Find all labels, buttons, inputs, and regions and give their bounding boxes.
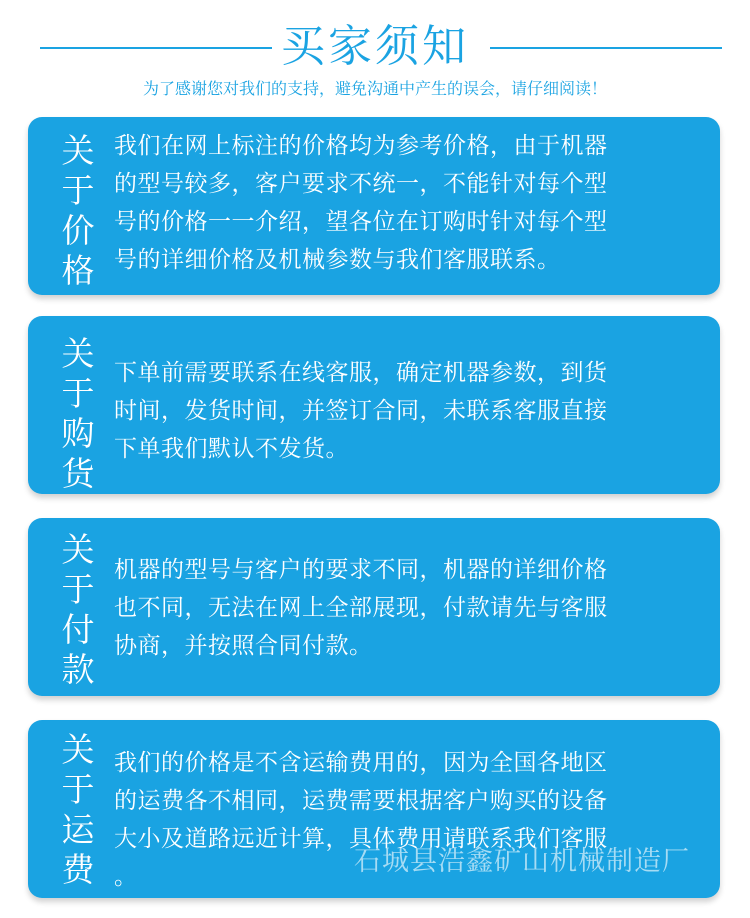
label-char: 运 bbox=[61, 810, 95, 849]
page-title: 买家须知 bbox=[281, 21, 469, 72]
notice-card-payment bbox=[28, 518, 720, 696]
card-text-payment: 机器的型号与客户的要求不同，机器的详细价格 也不同，无法在网上全部展现，付款请先与客服 协商，并按照合同付款。 bbox=[114, 557, 608, 659]
label-char: 关 bbox=[61, 334, 95, 373]
card-text-price: 我们在网上标注的价格均为参考价格，由于机器 的型号较多，客户要求不统一，不能针对每个型 号的价格一一介绍，望各位在订购时针对每个型 号的详细价格及机械参数与我们客服联系。 bbox=[114, 133, 608, 273]
label-char: 货 bbox=[61, 454, 95, 493]
notice-card-purchase bbox=[28, 316, 720, 494]
card-label-shipping bbox=[58, 730, 98, 890]
label-char: 关 bbox=[61, 730, 95, 769]
label-char: 付 bbox=[61, 610, 95, 649]
label-char: 关 bbox=[61, 530, 95, 569]
label-char: 费 bbox=[61, 850, 95, 889]
card-label-price bbox=[58, 131, 98, 291]
card-label-purchase bbox=[58, 334, 98, 494]
label-char: 于 bbox=[61, 570, 95, 609]
card-text-purchase: 下单前需要联系在线客服，确定机器参数，到货 时间，发货时间，并签订合同，未联系客服直接 下单我们默认不发货。 bbox=[114, 360, 608, 462]
page-subtitle: 为了感谢您对我们的支持，避免沟通中产生的误会，请仔细阅读！ bbox=[142, 79, 607, 98]
label-char: 关 bbox=[61, 131, 95, 170]
label-char: 于 bbox=[61, 374, 95, 413]
company-watermark: 石城县浩鑫矿山机械制造厂 bbox=[354, 846, 690, 877]
notice-card-price bbox=[28, 117, 720, 295]
label-char: 购 bbox=[61, 414, 95, 453]
header bbox=[0, 0, 750, 110]
card-text-shipping: 我们的价格是不含运输费用的，因为全国各地区 的运费各不相同，运费需要根据客户购买的设备 大小及道路远近计算，具体费用请联系我们客服 。 bbox=[114, 750, 608, 890]
card-label-payment bbox=[58, 530, 98, 690]
label-char: 于 bbox=[61, 770, 95, 809]
label-char: 格 bbox=[61, 251, 95, 290]
label-char: 价 bbox=[61, 211, 95, 250]
label-char: 款 bbox=[61, 650, 95, 689]
label-char: 于 bbox=[61, 171, 95, 210]
notice-card-shipping bbox=[28, 720, 720, 898]
